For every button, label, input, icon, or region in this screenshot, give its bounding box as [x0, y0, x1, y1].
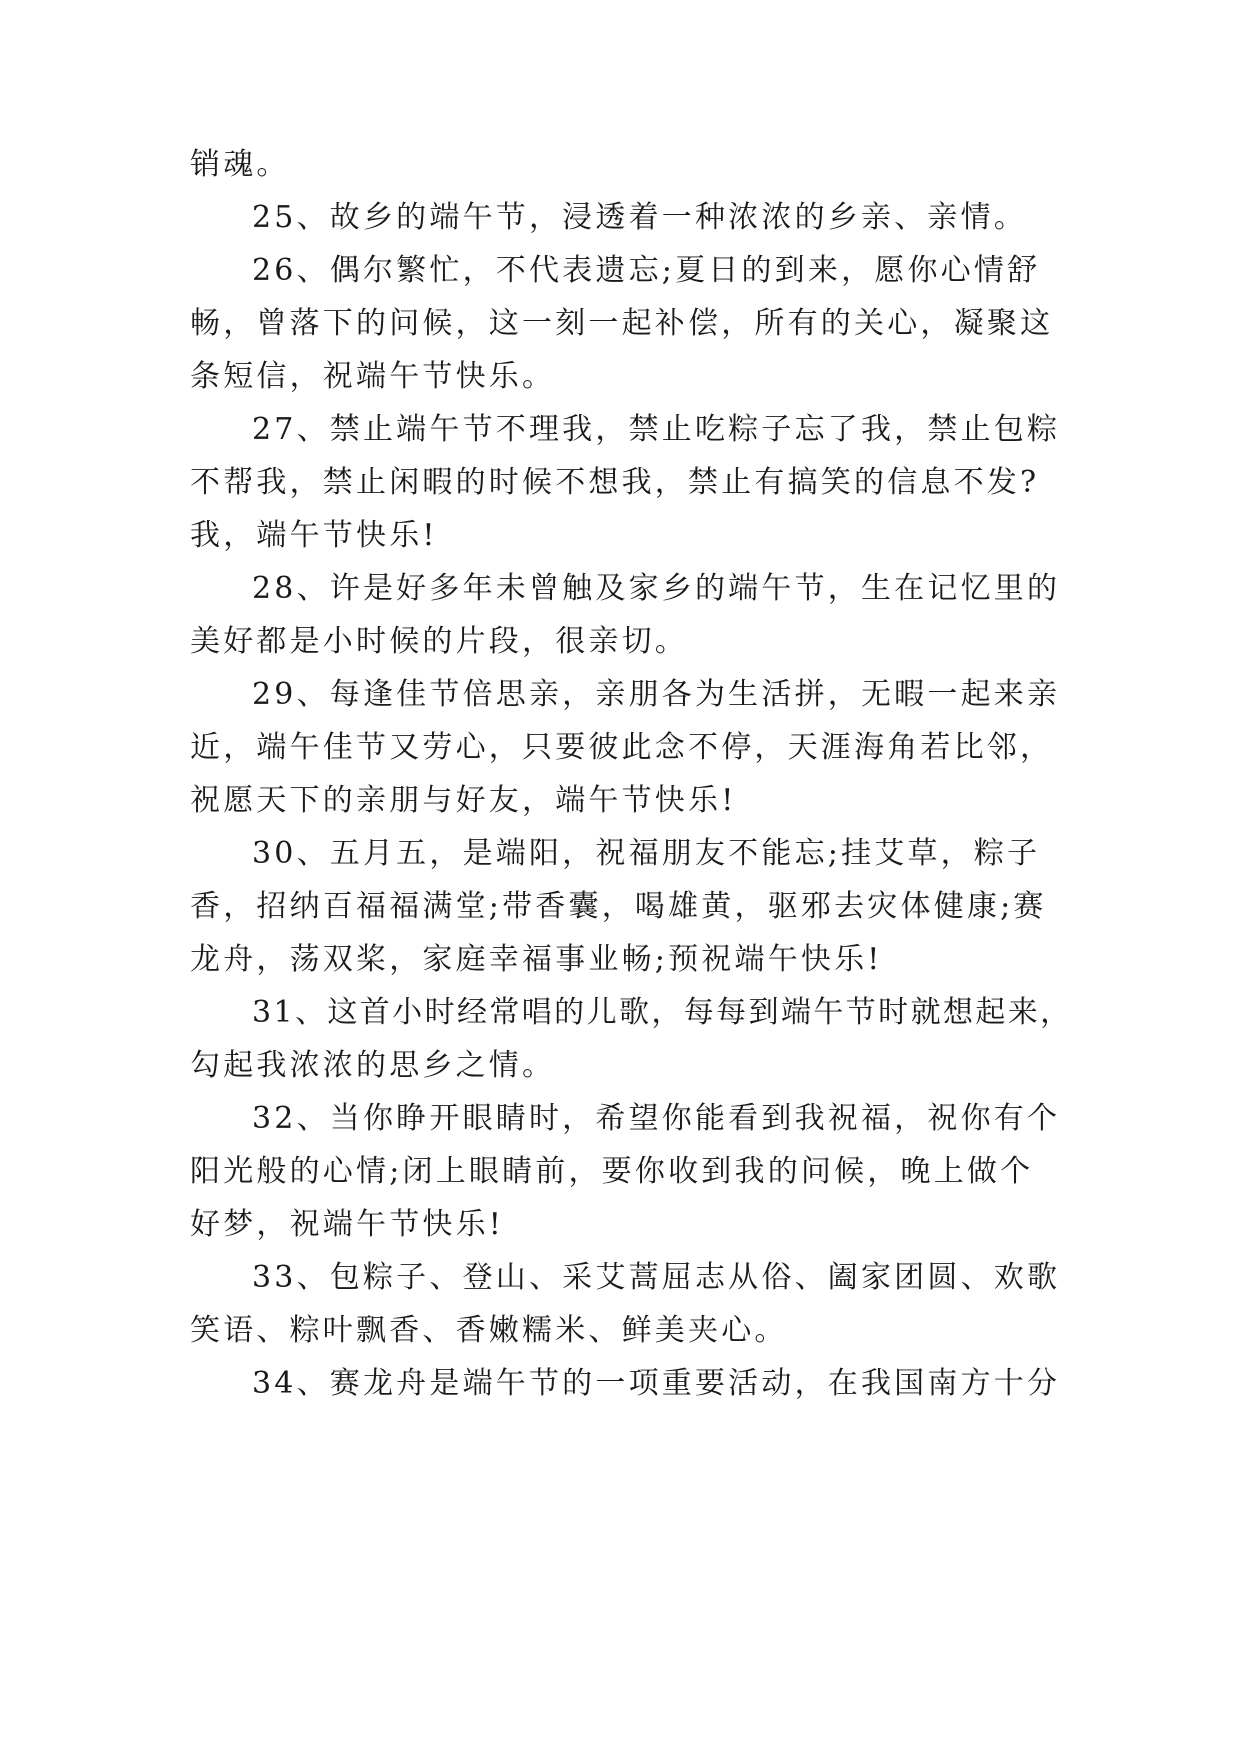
- text-line: 32、当你睁开眼睛时，希望你能看到我祝福，祝你有个: [252, 1101, 1061, 1136]
- text-line: 30、五月五，是端阳，祝福朋友不能忘;挂艾草，粽子: [252, 836, 1041, 871]
- text-line: 近，端午佳节又劳心，只要彼此念不停，天涯海角若比邻，: [190, 730, 1054, 765]
- text-line: 31、这首小时经常唱的儿歌，每每到端午节时就想起来，: [252, 995, 1073, 1030]
- text-line: 销魂。: [190, 147, 290, 182]
- text-line: 龙舟，荡双桨，家庭幸福事业畅;预祝端午快乐!: [190, 942, 883, 977]
- text-line: 香，招纳百福福满堂;带香囊，喝雄黄，驱邪去灾体健康;赛: [190, 889, 1047, 924]
- text-line: 条短信，祝端午节快乐。: [190, 359, 556, 394]
- text-line: 我，端午节快乐!: [190, 518, 438, 553]
- text-line: 25、故乡的端午节，浸透着一种浓浓的乡亲、亲情。: [252, 200, 1027, 235]
- text-line: 28、许是好多年未曾触及家乡的端午节，生在记忆里的: [252, 571, 1061, 606]
- text-line: 笑语、粽叶飘香、香嫩糯米、鲜美夹心。: [190, 1313, 788, 1348]
- text-line: 33、包粽子、登山、采艾蒿屈志从俗、阖家团圆、欢歌: [252, 1260, 1061, 1295]
- text-line: 勾起我浓浓的思乡之情。: [190, 1048, 556, 1083]
- text-line: 不帮我，禁止闲暇的时候不想我，禁止有搞笑的信息不发?: [190, 465, 1040, 500]
- text-line: 27、禁止端午节不理我，禁止吃粽子忘了我，禁止包粽: [252, 412, 1061, 447]
- text-line: 34、赛龙舟是端午节的一项重要活动，在我国南方十分: [252, 1366, 1061, 1401]
- text-line: 26、偶尔繁忙，不代表遗忘;夏日的到来，愿你心情舒: [252, 253, 1041, 288]
- text-line: 阳光般的心情;闭上眼睛前，要你收到我的问候，晚上做个: [190, 1154, 1034, 1189]
- text-line: 好梦，祝端午节快乐!: [190, 1207, 505, 1242]
- text-line: 祝愿天下的亲朋与好友，端午节快乐!: [190, 783, 737, 818]
- text-line: 美好都是小时候的片段，很亲切。: [190, 624, 688, 659]
- text-line: 29、每逢佳节倍思亲，亲朋各为生活拼，无暇一起来亲: [252, 677, 1061, 712]
- text-line: 畅，曾落下的问候，这一刻一起补偿，所有的关心，凝聚这: [190, 306, 1054, 341]
